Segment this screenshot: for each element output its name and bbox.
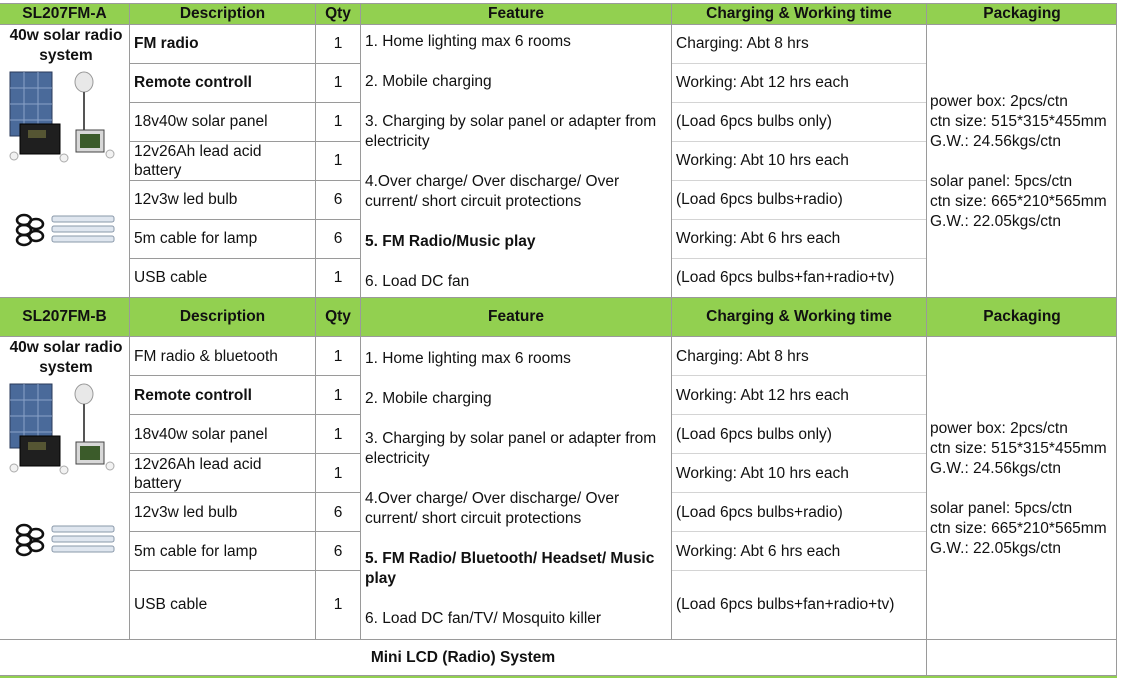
qty-cell[interactable]: 6 (333, 503, 343, 521)
qty-cell[interactable]: 1 (333, 73, 343, 91)
packaging-line[interactable]: ctn size: 515*315*455mm (930, 113, 1107, 130)
charging-header[interactable]: Charging & Working time (672, 4, 926, 24)
qty-header[interactable]: Qty (316, 298, 360, 336)
feature-item[interactable]: 5. FM Radio/Music play (365, 233, 536, 250)
cables-bulbs-image (12, 212, 122, 248)
description-cell[interactable]: 12v3w led bulb (134, 503, 238, 521)
packaging-line[interactable]: ctn size: 665*210*565mm (930, 193, 1107, 210)
qty-cell[interactable]: 1 (333, 112, 343, 130)
qty-cell[interactable]: 6 (333, 190, 343, 208)
packaging-line[interactable]: G.W.: 24.56kgs/ctn (930, 460, 1061, 477)
feature-header[interactable]: Feature (361, 298, 671, 336)
charging-cell[interactable]: Working: Abt 6 hrs each (676, 229, 841, 247)
description-cell[interactable]: USB cable (134, 596, 208, 613)
solar-kit-image (6, 70, 124, 165)
packaging-line[interactable]: solar panel: 5pcs/ctn (930, 500, 1073, 517)
qty-cell[interactable]: 1 (333, 268, 343, 286)
charging-cell[interactable]: (Load 6pcs bulbs+fan+radio+tv) (676, 268, 895, 286)
description-header[interactable]: Description (130, 298, 315, 336)
qty-cell[interactable]: 1 (333, 464, 343, 482)
feature-item[interactable]: 2. Mobile charging (365, 73, 492, 90)
qty-cell[interactable]: 1 (333, 347, 343, 365)
feature-item[interactable]: 6. Load DC fan/TV/ Mosquito killer (365, 610, 602, 627)
packaging-line[interactable]: ctn size: 515*315*455mm (930, 440, 1107, 457)
cables-bulbs-image (12, 522, 122, 558)
description-cell[interactable]: 18v40w solar panel (134, 112, 268, 130)
description-cell[interactable]: Remote controll (134, 386, 252, 404)
packaging-line[interactable]: G.W.: 24.56kgs/ctn (930, 133, 1061, 150)
packaging-line[interactable]: G.W.: 22.05kgs/ctn (930, 540, 1061, 557)
charging-cell[interactable]: Working: Abt 12 hrs each (676, 73, 849, 91)
description-cell[interactable]: 5m cable for lamp (134, 542, 258, 560)
feature-item[interactable]: 4.Over charge/ Over discharge/ Over current/ short circuit protections (365, 490, 620, 527)
charging-cell[interactable]: Working: Abt 12 hrs each (676, 386, 849, 404)
solar-kit-image (6, 382, 124, 477)
qty-cell[interactable]: 1 (333, 151, 343, 169)
feature-item[interactable]: 4.Over charge/ Over discharge/ Over current/ short circuit protections (365, 173, 620, 210)
packaging-line[interactable]: solar panel: 5pcs/ctn (930, 173, 1073, 190)
packaging-line[interactable]: ctn size: 665*210*565mm (930, 520, 1107, 537)
charging-cell[interactable]: (Load 6pcs bulbs only) (676, 425, 832, 443)
charging-cell[interactable]: (Load 6pcs bulbs+radio) (676, 503, 843, 521)
model-header[interactable]: SL207FM-B (0, 298, 129, 336)
packaging-line[interactable]: G.W.: 22.05kgs/ctn (930, 213, 1061, 230)
charging-cell[interactable]: Charging: Abt 8 hrs (676, 347, 809, 365)
feature-item[interactable]: 3. Charging by solar panel or adapter from electricity (365, 113, 657, 150)
description-cell[interactable]: 12v26Ah lead acid battery (134, 456, 262, 492)
qty-cell[interactable]: 1 (333, 425, 343, 443)
feature-header[interactable]: Feature (361, 4, 671, 24)
description-cell[interactable]: 5m cable for lamp (134, 229, 258, 247)
qty-header[interactable]: Qty (316, 4, 360, 24)
feature-item[interactable]: 1. Home lighting max 6 rooms (365, 350, 571, 367)
qty-cell[interactable]: 1 (333, 596, 343, 613)
qty-cell[interactable]: 6 (333, 229, 343, 247)
footer-title[interactable]: Mini LCD (Radio) System (370, 649, 556, 666)
charging-cell[interactable]: (Load 6pcs bulbs+fan+radio+tv) (676, 596, 895, 613)
product-title[interactable]: 40w solar radio system (9, 339, 123, 376)
description-cell[interactable]: Remote controll (134, 73, 252, 91)
description-header[interactable]: Description (130, 4, 315, 24)
packaging-line[interactable]: power box: 2pcs/ctn (930, 93, 1068, 110)
charging-cell[interactable]: Working: Abt 10 hrs each (676, 151, 849, 169)
model-header[interactable]: SL207FM-A (0, 4, 129, 24)
packaging-header[interactable]: Packaging (927, 298, 1117, 336)
description-cell[interactable]: 18v40w solar panel (134, 425, 268, 443)
feature-item[interactable]: 1. Home lighting max 6 rooms (365, 33, 571, 50)
charging-header[interactable]: Charging & Working time (672, 298, 926, 336)
charging-cell[interactable]: Working: Abt 6 hrs each (676, 542, 841, 560)
charging-cell[interactable]: Charging: Abt 8 hrs (676, 34, 809, 52)
description-cell[interactable]: 12v3w led bulb (134, 190, 238, 208)
charging-cell[interactable]: Working: Abt 10 hrs each (676, 464, 849, 482)
feature-item[interactable]: 5. FM Radio/ Bluetooth/ Headset/ Music play (365, 550, 655, 587)
feature-item[interactable]: 3. Charging by solar panel or adapter from electricity (365, 430, 657, 467)
description-cell[interactable]: FM radio (134, 34, 199, 52)
charging-cell[interactable]: (Load 6pcs bulbs+radio) (676, 190, 843, 208)
qty-cell[interactable]: 1 (333, 386, 343, 404)
description-cell[interactable]: FM radio & bluetooth (134, 347, 278, 365)
description-cell[interactable]: 12v26Ah lead acid battery (134, 143, 262, 179)
packaging-header[interactable]: Packaging (927, 4, 1117, 24)
packaging-line[interactable]: power box: 2pcs/ctn (930, 420, 1068, 437)
charging-cell[interactable]: (Load 6pcs bulbs only) (676, 112, 832, 130)
feature-item[interactable]: 2. Mobile charging (365, 390, 492, 407)
description-cell[interactable]: USB cable (134, 268, 208, 286)
feature-item[interactable]: 6. Load DC fan (365, 273, 470, 290)
qty-cell[interactable]: 6 (333, 542, 343, 560)
product-title[interactable]: 40w solar radio system (9, 27, 123, 64)
qty-cell[interactable]: 1 (333, 34, 343, 52)
